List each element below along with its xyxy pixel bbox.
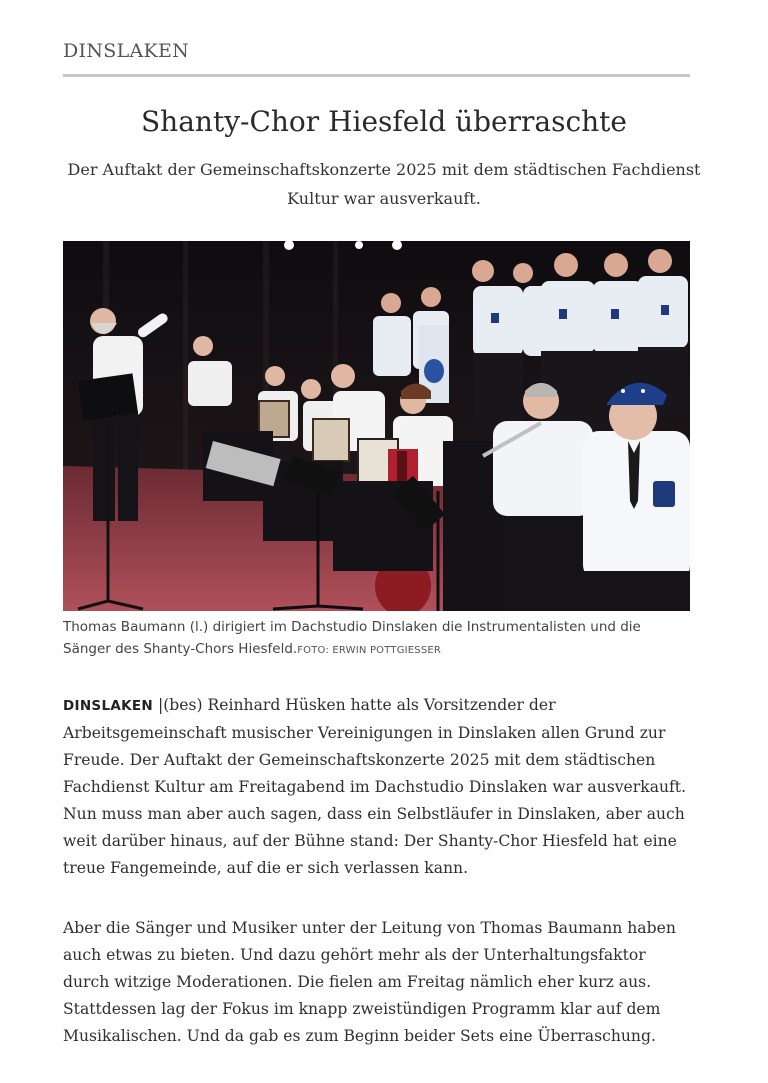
concert-photo-illustration xyxy=(63,241,690,611)
photo-caption xyxy=(63,616,690,662)
section-divider xyxy=(63,74,690,77)
headline: Shanty-Chor Hiesfeld überraschte xyxy=(141,105,627,138)
article-paragraph-1 xyxy=(63,692,690,882)
caption-text: Thomas Baumann (l.) dirigiert im Dachstudio Dinslaken die Instrumentalisten und die Sänger des Shanty-Chors Hiesfeld. xyxy=(63,619,641,657)
section-label[interactable]: DINSLAKEN xyxy=(63,40,190,62)
teaser: Der Auftakt der Gemeinschaftskonzerte 2025 mit dem städtischen Fachdienst Kultur war ausverkauft. xyxy=(67,160,701,208)
paragraph-1-text: |(bes) Reinhard Hüsken hatte als Vorsitzender der Arbeitsgemeinschaft musischer Vereinigungen in Dinslaken allen Grund zur Freude. Der Auftakt der Gemeinschaftskonzerte 2025 mit dem städtischen Fachdienst Kultur am Freitagabend im Dachstudio Dinslaken war ausverkauft. Nun muss man aber auch sagen, dass ein Selbstläufer in Dinslaken, aber auch weit darüber hinaus, auf der Bühne stand: Der Shanty-Chor Hiesfeld hat eine treue Fangemeinde, auf die er sich verlassen kann. xyxy=(63,696,687,877)
photo-credit: FOTO: ERWIN POTTGIESSER xyxy=(297,645,442,656)
dateline: DINSLAKEN xyxy=(63,698,153,714)
article-paragraph-2: Aber die Sänger und Musiker unter der Leitung von Thomas Baumann haben auch etwas zu bieten. Und dazu gehört mehr als der Unterhaltungsfaktor durch witzige Moderationen. Die fielen am Freitag nämlich eher kurz aus. Stattdessen lag der Fokus im knapp zweistündigen Programm klar auf dem Musikalischen. Und da gab es zum Beginn beider Sets eine Überraschung. xyxy=(63,919,676,1045)
article-photo xyxy=(63,241,690,611)
